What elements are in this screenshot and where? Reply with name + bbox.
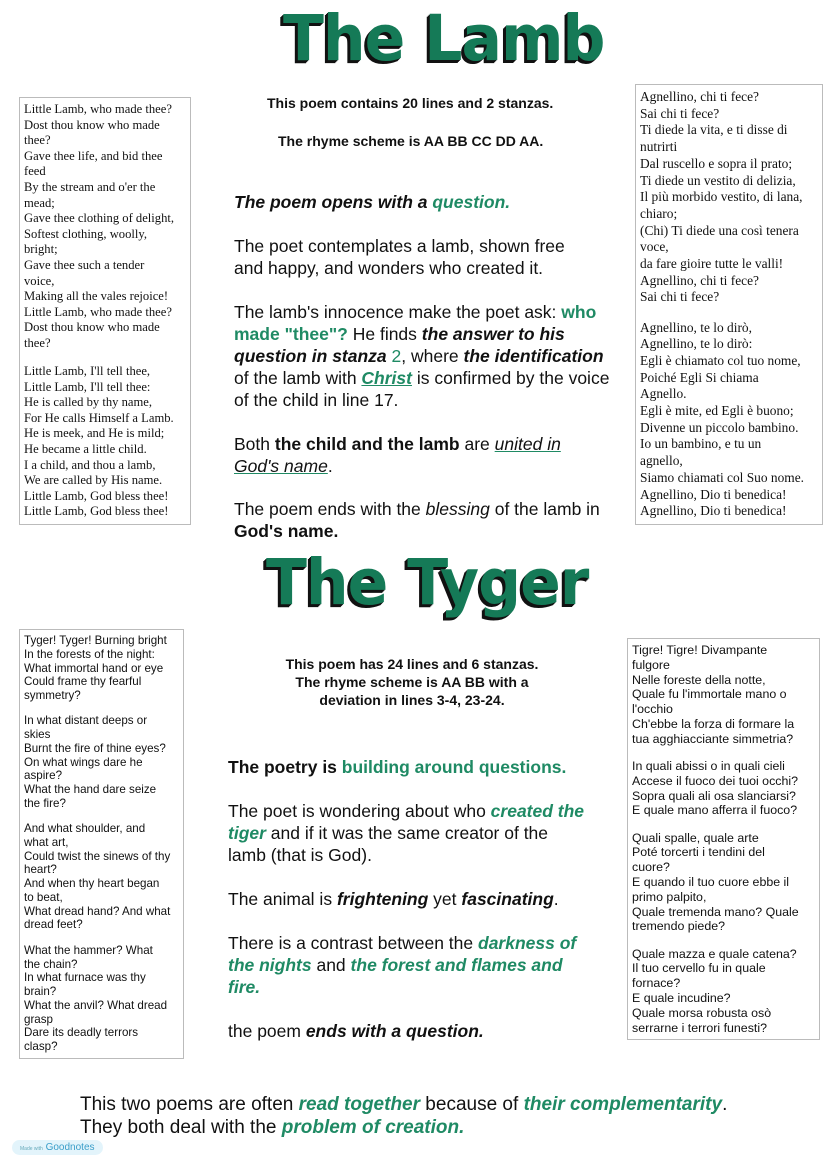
conclusion-line-2 bbox=[80, 1117, 464, 1139]
poem-line: clasp? bbox=[24, 1040, 58, 1054]
poem-line: nutrirti bbox=[640, 139, 678, 155]
poem-line: Ti diede un vestito di delizia, bbox=[640, 172, 796, 188]
poem-line: the chain? bbox=[24, 957, 78, 971]
poem-line: And when thy heart began bbox=[24, 877, 160, 891]
text: The animal is bbox=[228, 889, 337, 909]
poem-line: (Chi) Ti diede una così tenera bbox=[640, 222, 799, 238]
text: and bbox=[311, 955, 351, 975]
poem-line: Gave thee such a tender bbox=[24, 257, 145, 272]
poem-line: Ti diede la vita, e ti disse di bbox=[640, 122, 788, 138]
poem-line: Agnellino, te lo dirò, bbox=[640, 319, 752, 335]
poem-line: And what shoulder, and bbox=[24, 822, 146, 836]
poem-line: Siamo chiamati col Suo nome. bbox=[640, 469, 805, 485]
poem-line: Il tuo cervello fu in quale bbox=[632, 961, 766, 976]
lamb-paragraph-1 bbox=[234, 191, 614, 213]
emphasis: fascinating bbox=[461, 889, 554, 909]
highlight: the forest and flames and fire. bbox=[228, 955, 563, 997]
poem-line: Agnellino, chi ti fece? bbox=[640, 272, 759, 288]
poem-line: We are called by His name. bbox=[24, 473, 163, 488]
emphasis: ends with a question. bbox=[305, 1021, 484, 1041]
poem-line bbox=[632, 818, 815, 830]
text: yet bbox=[428, 889, 462, 909]
poem-line: voice, bbox=[24, 273, 55, 288]
highlight: who made "thee"? bbox=[234, 302, 597, 344]
emphasis: the identification bbox=[463, 346, 604, 366]
tyger-paragraph-2 bbox=[228, 800, 588, 866]
poem-line: grasp bbox=[24, 1012, 54, 1026]
poem-line: thee? bbox=[24, 335, 51, 350]
poem-line: primo palpito, bbox=[632, 889, 707, 904]
poem-line: In what furnace was thy bbox=[24, 971, 146, 985]
text: The lamb's innocence make the poet ask: bbox=[234, 302, 562, 322]
poem-line: Tyger! Tyger! Burning bright bbox=[24, 634, 167, 647]
highlight: building around questions. bbox=[341, 757, 567, 777]
poem-line: fulgore bbox=[632, 657, 670, 672]
tyger-title: The Tyger bbox=[266, 546, 589, 620]
poem-line: Io un bambino, e tu un bbox=[640, 436, 762, 452]
text: The poem opens with a bbox=[234, 192, 433, 212]
tyger-paragraph-1 bbox=[228, 756, 608, 778]
text: Both bbox=[234, 434, 275, 454]
poem-line bbox=[640, 306, 818, 319]
poem-line: Sai chi ti fece? bbox=[640, 289, 720, 305]
poem-line: chiaro; bbox=[640, 205, 678, 221]
lamb-italian-poem bbox=[635, 84, 823, 525]
poem-line bbox=[24, 811, 179, 823]
poem-line: mead; bbox=[24, 195, 55, 210]
tyger-english-poem bbox=[19, 629, 184, 1059]
poem-line: Tigre! Tigre! Divampante bbox=[632, 643, 768, 657]
poem-line: symmetry? bbox=[24, 689, 81, 702]
poem-line: In what distant deeps or bbox=[24, 714, 148, 728]
poem-line: Dal ruscello e sopra il prato; bbox=[640, 155, 793, 171]
badge-brand: Goodnotes bbox=[45, 1142, 95, 1153]
info-line: The rhyme scheme is AA BB with a bbox=[295, 674, 529, 690]
poem-line: Egli è mite, ed Egli è buono; bbox=[640, 403, 794, 419]
goodnotes-badge bbox=[12, 1140, 103, 1155]
poem-line bbox=[24, 352, 186, 365]
poem-line: What the anvil? What dread bbox=[24, 998, 168, 1012]
text: The poet is wondering about who bbox=[228, 801, 491, 821]
poem-line: Burnt the fire of thine eyes? bbox=[24, 741, 166, 755]
tyger-paragraph-4 bbox=[228, 932, 598, 998]
text: of the lamb in bbox=[489, 499, 600, 519]
highlight: problem of creation. bbox=[281, 1117, 465, 1138]
poem-line: He is meek, and He is mild; bbox=[24, 426, 165, 441]
text: There is a contrast between the bbox=[228, 933, 478, 953]
poem-line: Poté torcerti i tendini del bbox=[632, 845, 765, 860]
text: . bbox=[722, 1094, 728, 1115]
info-line: This poem has 24 lines and 6 stanzas. bbox=[285, 656, 539, 672]
poem-line: In quali abissi o in quali cieli bbox=[632, 758, 785, 773]
text: and if it was the same creator of the lamb (that is God). bbox=[228, 823, 549, 865]
highlight: darkness of the nights bbox=[228, 933, 577, 975]
badge-made-with: Made with bbox=[20, 1146, 43, 1152]
poem-line: What the hand dare seize bbox=[24, 783, 157, 797]
poem-line: Gave thee clothing of delight, bbox=[24, 211, 175, 226]
poem-line: Could frame thy fearful bbox=[24, 675, 142, 689]
poem-line: Egli è chiamato col tuo nome, bbox=[640, 352, 801, 368]
highlight: created the tiger bbox=[228, 801, 585, 843]
emphasis: God's name. bbox=[234, 521, 339, 541]
poem-line: Making all the vales rejoice! bbox=[24, 289, 169, 304]
poem-line: fornace? bbox=[632, 976, 681, 991]
text: They both deal with the bbox=[80, 1117, 282, 1138]
poem-line: E quando il tuo cuore ebbe il bbox=[632, 874, 790, 889]
poem-line: What immortal hand or eye bbox=[24, 661, 164, 675]
poem-line: For He calls Himself a Lamb. bbox=[24, 410, 174, 425]
poem-line: cuore? bbox=[632, 860, 670, 875]
poem-line: Dost thou know who made bbox=[24, 117, 160, 132]
lamb-info-rhyme: The rhyme scheme is AA BB CC DD AA. bbox=[278, 133, 544, 149]
text: the poem bbox=[228, 1021, 306, 1041]
poem-line: He became a little child. bbox=[24, 442, 147, 457]
poem-line: da fare gioire tutte le valli! bbox=[640, 256, 784, 272]
underlined: united in God's name bbox=[234, 434, 561, 476]
text: This two poems are often bbox=[80, 1094, 299, 1115]
poem-line: tua agghiacciante simmetria? bbox=[632, 731, 794, 746]
poem-line: Quali spalle, quale arte bbox=[632, 830, 759, 845]
poem-line: On what wings dare he bbox=[24, 755, 143, 769]
poem-line: Little Lamb, I'll tell thee, bbox=[24, 364, 151, 379]
tyger-italian-poem bbox=[627, 638, 820, 1040]
emphasis: the child and the lamb bbox=[274, 434, 460, 454]
poem-line: Little Lamb, God bless thee! bbox=[24, 504, 169, 519]
poem-line: I a child, and thou a lamb, bbox=[24, 457, 156, 472]
poem-line: bright; bbox=[24, 242, 58, 257]
poem-line: E quale incudine? bbox=[632, 990, 731, 1005]
poem-line: feed bbox=[24, 164, 46, 179]
text: because of bbox=[420, 1094, 524, 1115]
poem-line: voce, bbox=[640, 239, 669, 255]
poem-line: Poiché Egli Si chiama bbox=[640, 369, 759, 385]
info-line: deviation in lines 3-4, 23-24. bbox=[319, 692, 505, 708]
poem-line: Agnello. bbox=[640, 386, 687, 402]
text: The poetry is bbox=[228, 757, 342, 777]
emphasis: frightening bbox=[336, 889, 429, 909]
poem-line: Agnellino, Dio ti benedica! bbox=[640, 486, 787, 502]
poem-line: Agnellino, te lo dirò: bbox=[640, 336, 753, 352]
poem-line bbox=[24, 703, 179, 715]
text: of the lamb with bbox=[234, 368, 362, 388]
poem-line: skies bbox=[24, 728, 51, 742]
highlight: read together bbox=[298, 1094, 421, 1115]
lamb-paragraph-5 bbox=[234, 498, 614, 542]
poem-line: thee? bbox=[24, 133, 51, 148]
lamb-paragraph-4 bbox=[234, 433, 604, 477]
poem-line bbox=[24, 932, 179, 944]
poem-line: What dread hand? And what bbox=[24, 904, 171, 918]
lamb-english-poem bbox=[19, 97, 191, 525]
poem-line: Little Lamb, who made thee? bbox=[24, 102, 172, 116]
poem-line: Nelle foreste della notte, bbox=[632, 672, 766, 687]
text: , where bbox=[401, 346, 464, 366]
tyger-info bbox=[262, 655, 562, 709]
text: . bbox=[553, 889, 559, 909]
poem-line: Little Lamb, God bless thee! bbox=[24, 488, 169, 503]
poem-line: By the stream and o'er the bbox=[24, 179, 156, 194]
poem-line: Gave thee life, and bid thee bbox=[24, 148, 163, 163]
poem-line: Sai chi ti fece? bbox=[640, 105, 720, 121]
lamb-title: The Lamb bbox=[283, 2, 605, 76]
poem-line: Dare its deadly terrors bbox=[24, 1026, 139, 1040]
poem-line: E quale mano afferra il fuoco? bbox=[632, 803, 798, 818]
text: . bbox=[327, 456, 333, 476]
poem-line: Softest clothing, woolly, bbox=[24, 226, 148, 241]
poem-line: tremendo piede? bbox=[632, 919, 725, 934]
poem-line: l'occhio bbox=[632, 702, 673, 717]
highlight: their complementarity bbox=[523, 1094, 723, 1115]
poem-line: Quale fu l'immortale mano o bbox=[632, 687, 787, 702]
emphasis: blessing bbox=[425, 499, 490, 519]
poem-line: Accese il fuoco dei tuoi occhi? bbox=[632, 773, 798, 788]
poem-line: Agnellino, Dio ti benedica! bbox=[640, 503, 787, 519]
highlight-christ: Christ bbox=[361, 368, 412, 388]
poem-line: aspire? bbox=[24, 769, 63, 783]
poem-line: What the hammer? What bbox=[24, 943, 153, 957]
poem-line: Could twist the sinews of thy bbox=[24, 849, 171, 863]
text: is confirmed by the voice of the child in line 17. bbox=[234, 368, 610, 410]
poem-line: Quale morsa robusta osò bbox=[632, 1005, 772, 1020]
poem-line: Sopra quali ali osa slanciarsi? bbox=[632, 788, 796, 803]
poem-line bbox=[632, 747, 815, 759]
poem-line: the fire? bbox=[24, 796, 66, 810]
poem-line: In the forests of the night: bbox=[24, 647, 155, 661]
poem-line: He is called by thy name, bbox=[24, 395, 152, 410]
poem-line: Little Lamb, I'll tell thee: bbox=[24, 379, 151, 394]
text: are bbox=[459, 434, 495, 454]
lamb-paragraph-2: The poet contemplates a lamb, shown free and happy, and wonders who created it. bbox=[234, 236, 565, 278]
highlight: question. bbox=[432, 192, 511, 212]
poem-line: brain? bbox=[24, 985, 57, 999]
tyger-paragraph-3 bbox=[228, 888, 608, 910]
poem-line: dread feet? bbox=[24, 918, 83, 932]
poem-line: Dost thou know who made bbox=[24, 320, 160, 335]
text: The poem ends with the bbox=[234, 499, 426, 519]
highlight: 2 bbox=[391, 346, 402, 366]
poem-line: Quale mazza e quale catena? bbox=[632, 946, 797, 961]
poem-line: Little Lamb, who made thee? bbox=[24, 304, 172, 319]
poem-line: heart? bbox=[24, 863, 57, 877]
poem-line: agnello, bbox=[640, 453, 683, 469]
tyger-paragraph-5 bbox=[228, 1020, 608, 1042]
poem-line: Divenne un piccolo bambino. bbox=[640, 419, 799, 435]
conclusion-line-1 bbox=[80, 1094, 727, 1116]
poem-line: Ch'ebbe la forza di formare la bbox=[632, 716, 795, 731]
poem-line: Il più morbido vestito, di lana, bbox=[640, 189, 803, 205]
poem-line bbox=[632, 934, 815, 946]
lamb-info-lines: This poem contains 20 lines and 2 stanzas. bbox=[267, 95, 554, 111]
poem-line: to beat, bbox=[24, 890, 63, 904]
poem-line: Quale tremenda mano? Quale bbox=[632, 904, 799, 919]
emphasis: the answer to his question in stanza bbox=[234, 324, 565, 366]
poem-line: serrarne i terrori funesti? bbox=[632, 1020, 767, 1035]
poem-line: Agnellino, chi ti fece? bbox=[640, 89, 759, 104]
text: He finds bbox=[347, 324, 422, 344]
poem-line: what art, bbox=[24, 835, 69, 849]
lamb-paragraph-3 bbox=[234, 301, 614, 411]
